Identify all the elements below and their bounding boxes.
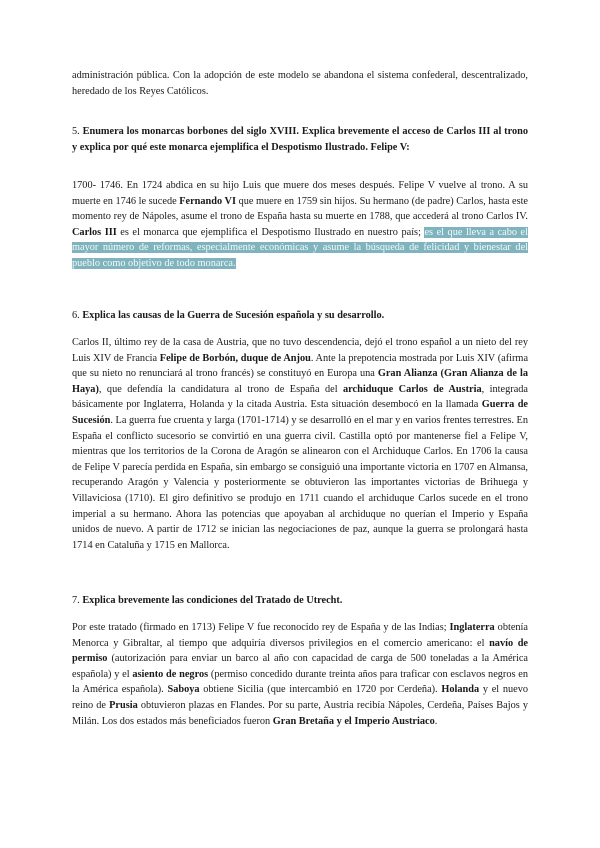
answer-7-text-7: obtuvieron plazas en Flandes. Por su parte, Austria recibía Nápoles, Cerdeña, Países Bajos y Milán. Los dos estados más beneficiados fueron	[72, 699, 528, 727]
answer-5-bold-2: Carlos III	[72, 226, 117, 238]
answer-5-bold-1: Fernando VI	[179, 195, 236, 207]
answer-7-bold-2: navío de permiso	[72, 637, 529, 665]
answer-6-bold-4: Guerra de Sucesión	[72, 399, 528, 426]
answer-7-text-3: (autorización para enviar un barco al año con capacidad de carga de 500 toneladas a la América española) y el	[72, 653, 528, 680]
question-6-heading	[72, 308, 528, 324]
answer-5-text-2: que muere en 1759 sin hijos. Su hermano (de padre) Carlos, hasta este momento rey de Nápoles, asume el trono de España hasta su muerte en 1788, que accederá al trono Carlos IV.	[72, 195, 529, 223]
answer-7-text-1: Por este tratado (firmado en 1713) Felipe V fue reconocido rey de España y de las Indias;	[72, 622, 450, 633]
answer-7-bold-5: Holanda	[441, 684, 480, 696]
answer-6-bold-2: Gran Alianza (Gran Alianza de la Haya)	[72, 368, 528, 395]
answer-7-text-6: y el nuevo reino de	[72, 684, 529, 711]
question-7-heading	[72, 593, 528, 609]
answer-5	[72, 178, 528, 272]
answer-7	[72, 620, 528, 729]
answer-6-text-1: Carlos II, último rey de la casa de Austria, que no tuvo descendencia, dejó el trono español a un nieto del rey Luis XIV de Francia	[72, 337, 528, 364]
question-5-heading	[72, 124, 528, 155]
answer-7-text-8: .	[434, 715, 438, 727]
intro-paragraph	[72, 68, 528, 99]
answer-6-text-4: , integrada básicamente por Inglaterra, Holanda y la citada Austria. Esta situación desembocó en la llamada	[72, 383, 528, 411]
answer-6-bold-1: Felipe de Borbón, duque de Anjou	[159, 352, 311, 364]
answer-7-text-4: (permiso concedido durante treinta años para traficar con esclavos negros en la América española).	[72, 668, 528, 696]
answer-6-text-2: . Ante la prepotencia mostrada por Luis XIV (afirma que su nieto no renunciará al trono francés) se constituyó en Europa una	[72, 352, 529, 380]
question-7-number: 7.	[72, 595, 80, 606]
question-7-text: Explica brevemente las condiciones del Tratado de Utrecht.	[82, 595, 343, 606]
highlighted-text[interactable]: es el que lleva a cabo el mayor número de reformas, especialmente económicas y asume la búsqueda de felicidad y bienestar del pueblo como objetivo de todo monarca.	[72, 226, 528, 269]
answer-7-bold-3: asiento de negros	[132, 668, 209, 680]
answer-7-bold-6: Prusia	[109, 699, 138, 711]
answer-7-text-5: obtiene Sicilia (que intercambió en 1720 por Cerdeña).	[199, 684, 442, 696]
answer-7-bold-7: Gran Bretaña y el Imperio Austriaco	[272, 715, 435, 727]
answer-7-bold-4: Saboya	[167, 684, 200, 696]
answer-7-bold-1: Inglaterra	[449, 622, 495, 633]
answer-7-text-2: obtenía Menorca y Gibraltar, al tiempo que adquiría diversos privilegios en el comercio americano: el	[72, 622, 528, 649]
question-5-number: 5.	[72, 126, 80, 137]
answer-5-text-3: es el monarca que ejemplifica el Despotismo Ilustrado en nuestro país;	[116, 226, 425, 238]
question-6-text: Explica las causas de la Guerra de Sucesión española y su desarrollo.	[82, 310, 385, 321]
question-6-number: 6.	[72, 310, 80, 321]
answer-6	[72, 335, 528, 553]
question-5-text: Enumera los monarcas borbones del siglo XVIII. Explica brevemente el acceso de Carlos III al trono y explica por qué este monarca ejemplifica el Despotismo Ilustrado. Felipe V:	[72, 126, 529, 153]
answer-6-text-5: . La guerra fue cruenta y larga (1701-1714) y se desarrolló en el mar y en varios frentes terrestres. En España el conflicto sucesorio se convirtió en una guerra civil. Castilla optó por mantenerse fiel a Felipe V, mientras que los territorios de la Corona de Aragón se alinearon con el Archiduque Carlos. En 1706 la causa de Felipe V parecía perdida en España, sin embargo se consiguió una importante victoria en 1707 en Almansa, recuperando Aragón y Valencia y posteriormente se obtuvieron las importantes victorias de Brihuega y Villaviciosa (1710). El giro definitivo se produjo en 1711 cuando el archiduque Carlos sucede en el trono imperial a su hermano. Ahora las potencias que apoyaban al archiduque no querían el Imperio y España unidos de nuevo. A partir de 1712 se inician las negociaciones de paz, aunque la guerra se prolongará hasta 1714 en Cataluña y 1715 en Mallorca.	[72, 414, 528, 551]
intro-text: administración pública. Con la adopción de este modelo se abandona el sistema confederal, descentralizado, heredado de los Reyes Católicos.	[72, 70, 528, 97]
answer-6-bold-3: archiduque Carlos de Austria	[343, 383, 482, 395]
answer-6-text-3: , que defendía la candidatura al trono de España del	[98, 383, 344, 395]
answer-5-text-1: 1700- 1746. En 1724 abdica en su hijo Luis que muere dos meses después. Felipe V vuelve al trono. A su muerte en 1746 le sucede	[72, 180, 528, 207]
